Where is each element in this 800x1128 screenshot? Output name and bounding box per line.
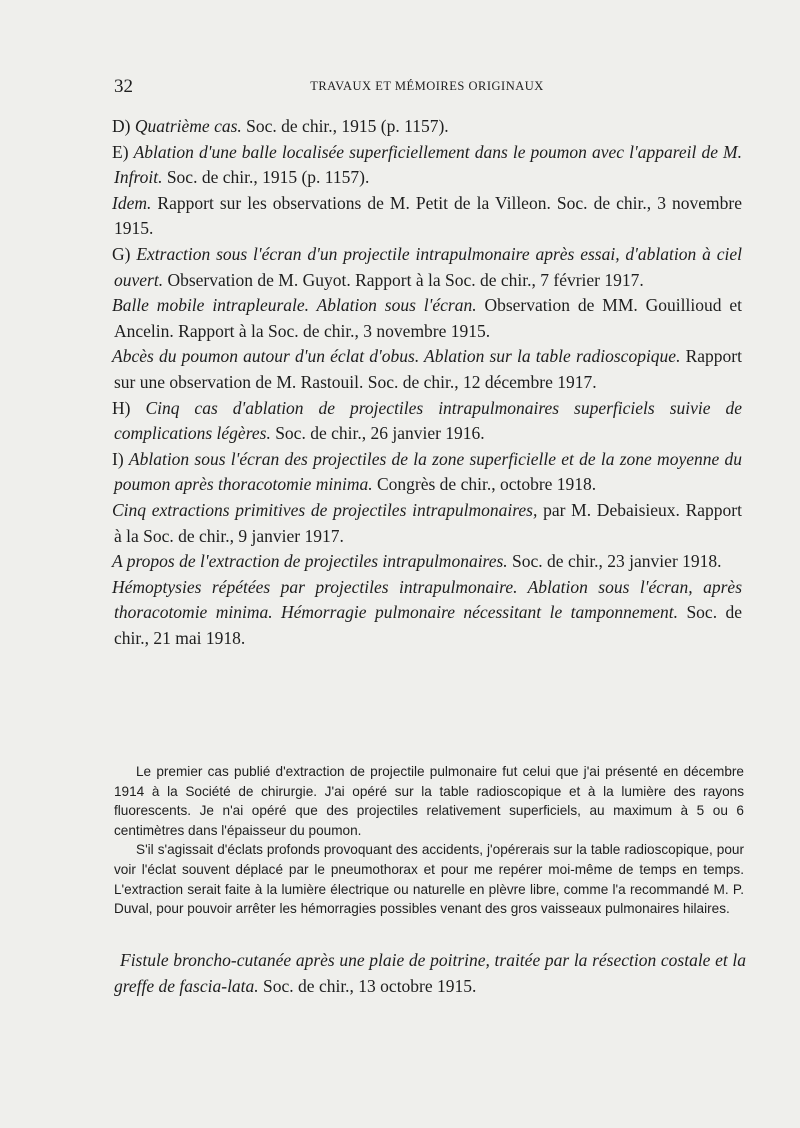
reference-item xyxy=(114,114,742,140)
reference-item xyxy=(114,396,742,447)
reference-title: Cinq cas d'ablation de projectiles intrapulmonaires superficiels suivie de complications légères. xyxy=(114,397,742,444)
reference-label: H) xyxy=(112,397,131,418)
reference-item xyxy=(114,242,742,293)
page-number: 32 xyxy=(114,76,133,97)
reference-item xyxy=(114,447,742,498)
reference-item xyxy=(114,191,742,242)
reference-title: Fistule broncho-cutanée après une plaie de poitrine, traitée par la résection costale et la greffe de fascia-lata. xyxy=(114,950,746,996)
reference-title: Balle mobile intrapleurale. Ablation sous l'écran. xyxy=(112,295,477,316)
reference-source: Soc. de chir., 21 mai 1918. xyxy=(114,602,742,648)
reference-item xyxy=(114,948,746,999)
reference-item xyxy=(114,293,742,344)
reference-title: Hémoptysies répétées par projectiles intrapulmonaire. Ablation sous l'écran, après thoracotomie minima. Hémorragie pulmonaire nécessitant le tamponnement. xyxy=(112,576,742,623)
reference-source: par M. Debaisieux. Rapport à la Soc. de chir., 9 janvier 1917. xyxy=(114,499,742,546)
reference-source: Soc. de chir., 26 janvier 1916. xyxy=(270,423,485,444)
reference-source: Observation de MM. Gouillioud et Ancelin. Rapport à la Soc. de chir., 3 novembre 1915. xyxy=(114,295,742,341)
reference-label: E) xyxy=(112,141,129,162)
reference-source: Soc. de chir., 1915 (p. 1157). xyxy=(241,116,449,136)
reference-title: Abcès du poumon autour d'un éclat d'obus. Ablation sur la table radioscopique. xyxy=(112,346,681,367)
reference-source: Observation de M. Guyot. Rapport à la Soc. de chir., 7 février 1917. xyxy=(163,269,644,290)
note-paragraph: S'il s'agissait d'éclats profonds provoquant des accidents, j'opérerais sur la table radioscopique, pour voir l'éclat souvent déplacé par le pneumothorax et pour me repérer moi-même de temps en temps. L'extraction serait faite à la lumière électrique ou naturelle en plèvre libre, comme l'a recommandé M. P. Duval, pour pouvoir arrêter les hémorragies possibles venant des gros vaisseaux pulmonaires hilaires. xyxy=(114,842,744,917)
reference-item xyxy=(114,140,742,191)
reference-title: Ablation sous l'écran des projectiles de la zone superficielle et de la zone moyenne du poumon après thoracotomie minima. xyxy=(114,448,742,495)
reference-item xyxy=(114,498,742,549)
commentary-note xyxy=(114,762,744,919)
reference-source: Soc. de chir., 1915 (p. 1157). xyxy=(162,167,370,188)
note-paragraph: Le premier cas publié d'extraction de projectile pulmonaire fut celui que j'ai présenté en décembre 1914 à la Société de chirurgie. J'ai opéré sur la table radioscopique et à la lumière des rayons fluorescents. Je n'ai opéré que des projectiles relativement superficiels, au maximum à 5 ou 6 centimètres dans l'épaisseur du poumon. xyxy=(114,764,744,838)
reference-label: D) xyxy=(112,116,131,136)
reference-title: Extraction sous l'écran d'un projectile intrapulmonaire après essai, d'ablation à ciel ouvert. xyxy=(114,243,743,290)
reference-title: A propos de l'extraction de projectiles intrapulmonaires. xyxy=(112,551,508,572)
reference-item xyxy=(114,549,742,575)
final-reference xyxy=(114,948,746,999)
reference-source: Soc. de chir., 23 janvier 1918. xyxy=(507,551,722,572)
running-title: TRAVAUX ET MÉMOIRES ORIGINAUX xyxy=(310,79,544,93)
reference-item xyxy=(114,344,742,395)
reference-source: Rapport sur les observations de M. Petit de la Villeon. Soc. de chir., 3 novembre 1915. xyxy=(114,192,742,239)
reference-list xyxy=(114,114,742,651)
reference-title: Ablation d'une balle localisée superficiellement dans le poumon avec l'appareil de M. Infroit. xyxy=(114,141,742,188)
reference-title: Cinq extractions primitives de projectiles intrapulmonaires, xyxy=(112,499,538,520)
page-header xyxy=(114,76,740,98)
reference-title: Quatrième cas. xyxy=(134,116,242,136)
reference-source: Soc. de chir., 13 octobre 1915. xyxy=(258,975,477,996)
reference-item xyxy=(114,575,742,652)
reference-source: Rapport sur une observation de M. Rastouil. Soc. de chir., 12 décembre 1917. xyxy=(114,346,742,392)
reference-source: Congrès de chir., octobre 1918. xyxy=(372,474,597,495)
reference-label: G) xyxy=(112,243,131,264)
reference-title: Idem. xyxy=(112,192,152,213)
reference-label: I) xyxy=(112,448,124,469)
